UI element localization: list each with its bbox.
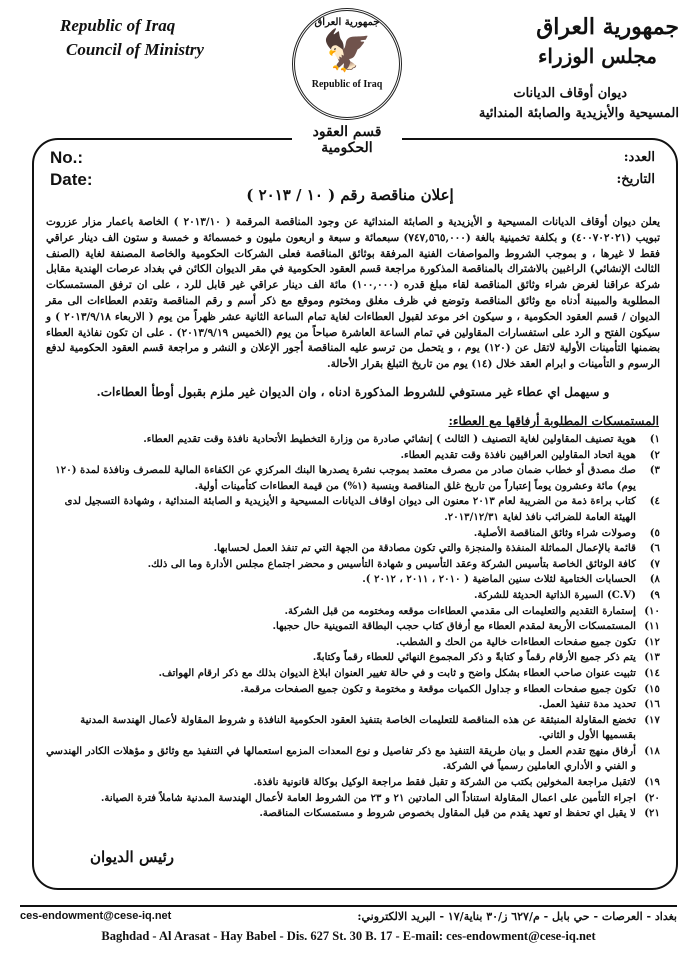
requirement-item xyxy=(46,604,660,620)
seal-arabic-text: جمهورية العراق xyxy=(314,17,380,28)
requirement-text: قائمة بالإعمال المماثلة المنفذة والمنجزة والتي تكون مصادقة من الجهة التي تم تنفذ العمل لحسابها. xyxy=(213,542,636,555)
header-ar-line4: المسيحية والأيزيدية والصابئة المندائية xyxy=(478,106,679,121)
requirement-item xyxy=(46,682,660,698)
footer-email[interactable]: ces-endowment@cese-iq.net xyxy=(20,910,172,922)
no-label: No.: xyxy=(50,148,84,167)
requirement-item xyxy=(46,806,660,822)
requirement-text: الحسابات الختامية لثلاث سنين الماضية ( ٢٠١٠ ، ٢٠١١ ، ٢٠١٢ ). xyxy=(362,573,636,586)
requirement-number: ١٦) xyxy=(644,698,660,711)
requirement-item xyxy=(46,494,660,525)
official-seal xyxy=(292,8,402,120)
requirement-number: ١) xyxy=(649,433,660,445)
date-label-ar: التاريخ: xyxy=(616,172,655,187)
requirement-text: كافة الوثائق الخاصة بتأسيس الشركة وعقد التأسيس و شهادة التأسيس و محضر اجتماع مجلس الأدارة وما الى ذلك. xyxy=(147,557,636,570)
requirement-text: هوية تصنيف المقاولين لغاية التصنيف ( الثالث ) إنشائي صادرة من وزارة التخطيط الأتحادية نافذة وقت تقديم العطاء. xyxy=(143,433,636,445)
requirement-number: ١٥) xyxy=(644,682,660,695)
requirement-text: لا يقبل اي تحفظ او تعهد يقدم من قبل المقاول بخصوص شروط و مستمسكات المناقصة. xyxy=(259,807,636,820)
requirement-item xyxy=(46,541,660,557)
header-ar-line1: جمهورية العراق xyxy=(536,14,679,40)
requirement-item xyxy=(46,463,660,494)
requirement-number: ١١) xyxy=(644,620,660,633)
requirement-number: ٢١) xyxy=(644,807,660,820)
requirement-number: ١٩) xyxy=(644,776,660,789)
requirement-item xyxy=(46,666,660,682)
date-label: Date: xyxy=(50,170,93,189)
requirement-number: ١٨) xyxy=(644,744,660,757)
requirement-number: ٧) xyxy=(649,557,660,570)
signature-title: رئيس الديوان xyxy=(90,848,175,866)
requirement-number: ٤) xyxy=(649,495,660,508)
requirement-number: ٣) xyxy=(649,464,660,477)
requirement-item xyxy=(46,526,660,542)
requirements-list xyxy=(46,432,660,822)
requirement-text: إستمارة التقديم والتعليمات الى مقدمي العطاءات موقعه ومختومه من قبل الشركة. xyxy=(284,604,636,617)
tender-body: يعلن ديوان أوقاف الديانات المسيحية و الأيزيدية و الصابئة المندائية عن وجود المناقصة المرقمة ( ٢٠١٣/١٠ ) الخاصة باعمار مزار عزروت تبويب (٤٠٠٧٠٢٠٢١) و بكلفة تخمينية بالغة (٧٤٧,٥٦٥,٠٠٠) سبعمائة و سبعة و اربعون مليون و خمسمائة و خمسة و ستون الف دينار عراقي فقط لا غيرها ، و بموجب الشروط والمواصفات الفنية المرفقة بوثائق المناقصة فعلى الشركات الحكومية والخاصة المصنفة لغاية (الصنف الثالث الإنشائي) الراغبين بالاشتراك بالمناقصة المذكورة مراجعة قسم العقود الحكومية في مقر الديوان الكائن في بغداد عرصات الهندية مقابل شركة عراقنا لغرض شراء وثائق المناقصة لقاء مبلغ قدره (١٠٠,٠٠٠) مائة الف دينار عراقي غير قابل للرد ، على ان ترفق المستمسكات المطلوبة والمبينة أدناه مع وثائق المناقصة وتوضع في ظرف مغلق ومختوم وموقع مع ذكر أسم و رقم المناقصة وتقدم العطاءات الى مقر الديوان / قسم العقود الحكومية ، و سيكون اخر موعد لقبول العطاءات لغاية تمام الساعة الثانية عشر ظهراً من يوم ( الاربعاء ٢٠١٣/٩/١٨ ) و سيكون الفتح و الرد على استفسارات المقاولين في تمام الساعة العاشرة صباحاً من يوم (الخميس ٢٠١٣/٩/١٩) . على ان تكون نفاذية العطاء بضمنها التأمينات الأولية لاتقل عن (١٢٠) يوم ، و يتحمل من ترسو عليه المناقصة أجور الإعلان و النشر و مراجعة قسم العقود الحكومية لدفع الرسوم و التأمينات و ابرام العقد خلال (١٤) يوم من تاريخ التبلغ بقرار الأحالة. xyxy=(46,216,660,371)
requirement-text: هوية اتحاد المقاولين العراقيين نافذة وقت تقديم العطاء. xyxy=(400,448,636,461)
requirement-item xyxy=(46,744,660,775)
requirement-text: المستمسكات الأربعة لمقدم العطاء مع أرفاق كتاب حجب البطاقة التموينية حال حجبها. xyxy=(272,620,636,633)
requirement-text: كتاب براءة ذمة من الضريبة لعام ٢٠١٣ معنون الى ديوان اوقاف الديانات المسيحية و الأيزيدية و الصابئة المندائية ، وشهادة التسجيل لدى الهيئة العامة للضرائب نافذ لغاية ٢٠١٣/١٢/٣١. xyxy=(64,495,636,523)
requirement-text: لاتقبل مراجعة المخولين بكتب من الشركة و تقبل فقط مراجعة الوكيل بوكالة قانونية نافذة. xyxy=(253,776,636,789)
requirement-number: ١٤) xyxy=(644,666,660,679)
requirement-text: (C.V) السيرة الذاتية الحديثة للشركة. xyxy=(473,588,636,601)
tender-title: إعلان مناقصة رقم ( ١٠ / ٢٠١٣ ) xyxy=(246,186,454,204)
requirement-item xyxy=(46,791,660,807)
requirement-item xyxy=(46,619,660,635)
requirement-item xyxy=(46,448,660,464)
header-ar-line2: مجلس الوزراء xyxy=(538,44,657,68)
requirement-number: ١٢) xyxy=(644,635,660,648)
number-label-ar: العدد: xyxy=(623,150,655,165)
footer-divider xyxy=(20,905,677,907)
requirement-item xyxy=(46,635,660,651)
requirement-item xyxy=(46,588,660,604)
requirement-text: تثبيت عنوان صاحب العطاء بشكل واضح و ثابت و في حالة تغيير العنوان ابلاغ الديوان بذلك مع ذكر ارقام الهواتف. xyxy=(158,666,636,679)
requirement-text: اجراء التأمين على اعمال المقاولة استناداً الى المادتين ٢١ و ٢٣ من الشروط العامة لأعمال الهندسة المدنية شاملاً فترة الصيانة. xyxy=(100,791,636,804)
requirement-number: ٥) xyxy=(649,526,660,539)
requirement-item xyxy=(46,775,660,791)
requirement-number: ٢) xyxy=(649,448,660,461)
warning-note: و سيهمل اي عطاء غير مستوفي للشروط المذكورة ادناه ، وان الديوان غير ملزم بقبول أوطأ العطاءات. xyxy=(96,385,610,399)
requirement-number: ١٧) xyxy=(644,713,660,726)
requirement-text: صك مصدق أو خطاب ضمان صادر من مصرف معتمد بموجب نشرة يصدرها البنك المركزي عن الكفاءة المالية للمصرف ونافذة لمدة (١٢٠ يوم) مائة وعشرون يوماً إعتباراً من تاريخ غلق المناقصة وبنسبة (١%) من قيمة العطاءات كتأمينات أولية. xyxy=(55,464,636,492)
header-en-line1: Republic of Iraq xyxy=(60,16,176,35)
header-ar-line3: ديوان أوقاف الديانات xyxy=(513,86,627,101)
requirement-item xyxy=(46,557,660,573)
requirement-text: وصولات شراء وثائق المناقصة الأصلية. xyxy=(473,526,636,539)
requirement-item xyxy=(46,432,660,448)
seal-english-text: Republic of Iraq xyxy=(311,79,383,90)
footer-english-address: Baghdad - Al Arasat - Hay Babel - Dis. 627 St. 30 B. 17 - E-mail: ces-endowment@cese-iq.net xyxy=(101,929,596,943)
requirement-text: تخضع المقاولة المنبثقة عن هذه المناقصة للتعليمات الخاصة بتنفيذ العقود الحكومية النافذة و شروط المقاولة لأعمال الهندسة المدنية بقسميها الأول و الثاني. xyxy=(80,713,636,742)
footer-arabic-address: بغداد - العرصات - حي بابل - م/٦٢٧ ز/٣٠ بناية/١٧ - البريد الالكتروني: xyxy=(357,910,677,923)
requirement-number: ١٠) xyxy=(644,604,660,617)
department-title: قسم العقود الحكومية xyxy=(292,124,402,148)
requirement-text: تحديد مدة تنفيذ العمل. xyxy=(538,698,636,711)
header-en-line2: Council of Ministry xyxy=(66,40,204,59)
eagle-emblem-icon: 🦅 xyxy=(322,28,372,74)
requirement-item xyxy=(46,713,660,744)
requirement-item xyxy=(46,650,660,666)
requirements-title: المستمسكات المطلوبة أرفاقها مع العطاء: xyxy=(448,414,659,428)
requirement-number: ٦) xyxy=(649,542,660,555)
requirement-number: ١٣) xyxy=(644,651,660,664)
requirement-text: تكون جميع صفحات العطاءات خالية من الحك و الشطب. xyxy=(395,635,636,648)
requirement-number: ٩) xyxy=(649,588,660,601)
requirement-number: ٨) xyxy=(649,573,660,586)
requirement-text: يتم ذكر جميع الأرقام رقماً و كتابةً و ذكر المجموع النهائي للعطاء رقماً وكتابةً. xyxy=(312,651,636,664)
requirement-text: تكون جميع صفحات العطاء و جداول الكميات موقعة و مختومة و تكون جميع الصفحات مرقمة. xyxy=(240,682,636,695)
requirement-item xyxy=(46,572,660,588)
requirement-item xyxy=(46,697,660,713)
requirement-number: ٢٠) xyxy=(644,791,660,804)
requirement-text: أرفاق منهج تقدم العمل و بيان طريقة التنفيذ مع ذكر تفاصيل و نوع المعدات المزمع استعمالها في التنفيذ مع وثائق و مؤهلات الكادر الهندسي و الفني و الأداري العاملين رسمياً في الشركة. xyxy=(46,744,636,773)
